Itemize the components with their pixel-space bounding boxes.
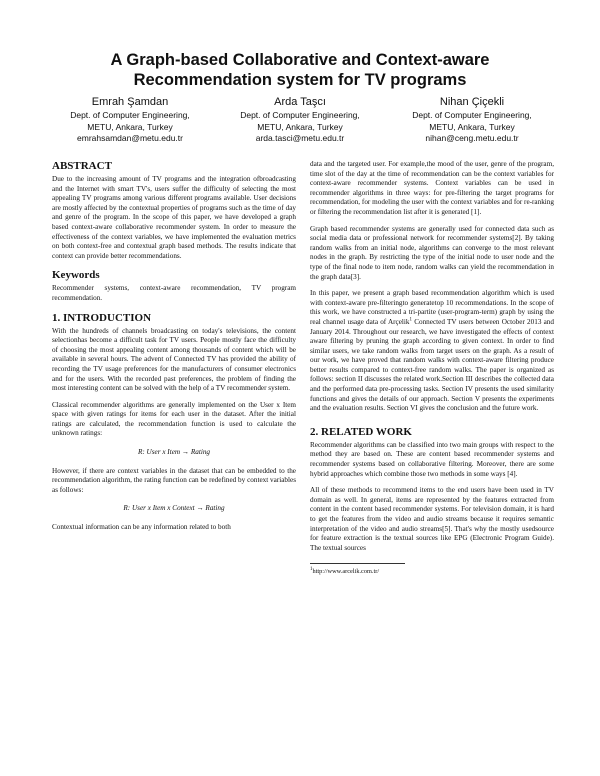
- footnote: [310, 567, 554, 576]
- author-dept: Dept. of Computer Engineering,: [412, 110, 532, 120]
- intro-paragraph-3: However, if there are context variables in the dataset that can be embedded to the recommendation algorithm, the rating function can be redefined by context variables as follows:: [52, 466, 296, 494]
- abstract-heading: ABSTRACT: [52, 160, 112, 172]
- paper-title: [40, 50, 560, 90]
- author-affiliation: METU, Ankara, Turkey: [429, 121, 515, 132]
- author-affiliation: METU, Ankara, Turkey: [87, 121, 173, 132]
- related-work-paragraph-1: Recommender algorithms can be classified into two main groups with respect to the method they are based on. These are content based recommender systems and recommender systems based on collaborative filtering. Moreover, there are some hybrid approaches which combine those two methods in some ways [4].: [310, 440, 554, 478]
- equation-1: R: User x Item → Rating: [137, 448, 211, 457]
- left-column: [52, 160, 296, 533]
- author-affiliation: METU, Ankara, Turkey: [257, 121, 343, 132]
- related-work-paragraph-2: All of these methods to recommend items to the end users have been used in TV domain as well. In general, items are represented by the features extracted from content in the content based recommender systems. For television domain, it is hard to get the features from the video and audio streams because it requires semantic interpretation of the video and audio streams[5]. That's why the mostly usedsource for feature extraction is the textual sources like EPG (Electronic Program Guide). The textual sources: [310, 486, 554, 552]
- author-block-3: [382, 95, 562, 145]
- related-work-heading: 2. RELATED WORK: [310, 425, 412, 438]
- author-name: Nihan Çiçekli: [439, 96, 505, 108]
- author-name: Emrah Şamdan: [91, 96, 169, 108]
- intro-paragraph-2: Classical recommender algorithms are generally implemented on the User x Item space with given ratings for items for each user in the dataset. After the initial ratings are calculated, the recommendation function is used to calculate the unknown ratings:: [52, 400, 296, 438]
- keywords-heading: Keywords: [52, 269, 100, 282]
- author-email: emrahsamdan@metu.edu.tr: [77, 133, 183, 143]
- author-email: arda.tasci@metu.edu.tr: [255, 133, 345, 143]
- footnote-url: http://www.arcelik.com.tr/: [312, 568, 380, 576]
- intro-paragraph-6: Graph based recommender systems are generally used for connected data such as social media data or professional network for recommender systems[2]. By taking random walks from an initial node, algorithms can converge to the most relevant nodes in the graph. By restricting the type of the initial node to user node and the type of the final node to item node, random walks can yield the recommendation in the graph data[3].: [310, 224, 554, 281]
- right-column: [310, 160, 554, 576]
- title-line-1: A Graph-based Collaborative and Context-aware: [110, 51, 490, 69]
- abstract-text: Due to the increasing amount of TV programs and the integration ofbroadcasting and the Internet with smart TV's, users suffer the difficulty of selecting the most appealing TV programs among various different programs available. User decisions are mostly affected by the contextual properties of programs such as the time of day and genre of the program. In the scope of this paper, we have developed a graph based context-aware collaborative recommender system. In order to measure the effectiveness of the context variables, we have implemented the evaluation metrics on both context-free and contextual graph based methods. The results indicate that context can provide better recommendations.: [52, 175, 296, 260]
- author-block-2: [210, 95, 390, 145]
- intro-paragraph-5: data and the targeted user. For example,the mood of the user, genre of the program, time slot of the day at the time of recommendation can be the context variables for context-aware recommender systems. Context variables can be used in recommender algorithms in three ways: for pre-filtering the target programs for recommendation, for modeling the user with the context variables and for re-ranking or filtering the recommendation list after it is generated [1].: [310, 160, 554, 216]
- author-dept: Dept. of Computer Engineering,: [70, 110, 190, 120]
- intro-paragraph-7-end: Connected TV users between October 2013 and January 2014. Throughout our research, we have investigated the effects of context aware filtering by pruning the graph according to given context. In order to find similar users, we take random walks from target users on the graph. As a result of our work, we have proved that random walks with context-aware filtering produce better results compared to context-free random walks. The paper is organized as follows: section II discusses the related work.Section III describes the collected data and the performed data pre-processing tasks. Section IV presents the used similarity functions and gives the details of our approach. Section V presents the experiments and the evaluation results. Section VI gives the conclusion and the future work.: [310, 317, 554, 413]
- intro-paragraph-7: [310, 289, 554, 414]
- footnote-number: 1: [310, 567, 313, 573]
- intro-paragraph-7-start: In this paper, we present a graph based recommendation algorithm which is used with context-aware pre-filteringto generatetop 10 recommendations. In the scope of this work, we have constructed a tri-partite (user-program-term) graph by using the real channel usage data of Arçelik: [310, 289, 554, 326]
- intro-paragraph-1: With the hundreds of channels broadcasting on today's televisions, the content selectionhas become a difficult task for TV users. People mostly face the difficulty of choosing the most appealing content among thousands of content which will be available in several hours. The advent of Connected TV has provided the ability of recording the TV usage preferences for the manufacturers of consumer electronics and for the users. With the recorded past preferences, the problem of finding the most interesting content can be solved with the help of a TV recommender system.: [52, 326, 296, 393]
- title-line-2: Recommendation system for TV programs: [133, 71, 467, 89]
- author-name: Arda Taşcı: [274, 96, 326, 108]
- footnote-divider: [310, 563, 405, 564]
- keywords-text: Recommender systems, context-aware recommendation, TV program recommendation.: [52, 284, 296, 302]
- introduction-heading: 1. INTRODUCTION: [52, 311, 152, 324]
- footnote-marker: 1: [409, 317, 413, 323]
- author-dept: Dept. of Computer Engineering,: [240, 110, 360, 120]
- equation-2: R: User x Item x Context → Rating: [123, 504, 225, 513]
- intro-paragraph-4: Contextual information can be any information related to both: [52, 523, 231, 532]
- author-block-1: [40, 95, 220, 145]
- author-email: nihan@ceng.metu.edu.tr: [425, 133, 519, 143]
